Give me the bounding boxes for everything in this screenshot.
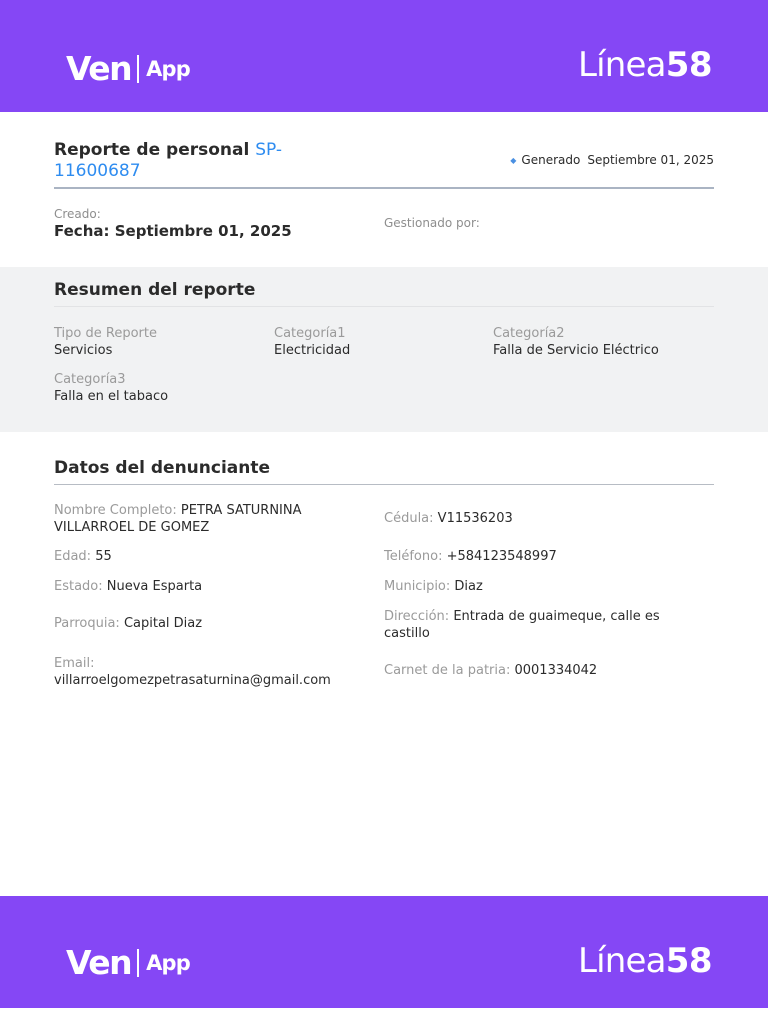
logo-divider [137,55,139,83]
field-value: Capital Diaz [123,616,203,631]
field-value: V11536203 [437,511,513,526]
created-label: Creado: [54,207,101,221]
field-label: Tipo de Reporte [54,326,157,341]
field-label: Teléfono: [384,549,443,564]
header-band [0,0,768,112]
report-header [54,140,714,182]
field-id-card [384,510,513,527]
logo-ven-text: Ven [66,48,132,88]
field-state [54,578,202,595]
summary-field-category2 [493,325,659,359]
diamond-icon: ◆ [510,155,517,165]
generated-info [510,153,714,167]
logo-linea-text: Línea [578,941,666,981]
report-id: SP-11600687 [54,140,283,181]
report-title-text: Reporte de personal [54,140,250,160]
logo-linea-text: Línea [578,45,666,85]
field-value: PETRA SATURNINA VILLARROEL DE GOMEZ [54,503,302,535]
field-value: +584123548997 [446,549,557,564]
field-label: Categoría2 [493,326,565,341]
field-label: Categoría3 [54,372,126,387]
logo-app-text: App [146,951,191,975]
footer-band [0,896,768,1008]
field-email [54,655,374,689]
field-value: Diaz [454,579,483,594]
field-label: Parroquia: [54,616,120,631]
field-label: Dirección: [384,609,450,624]
complainant-divider [54,484,714,485]
field-patria-card [384,662,597,679]
field-value: villarroelgomezpetrasaturnina@gmail.com [54,673,331,688]
field-label: Edad: [54,549,92,564]
summary-field-category3 [54,371,168,405]
field-value: 55 [95,549,112,564]
generated-label: Generado [521,153,581,167]
field-address [384,608,704,642]
field-value: Electricidad [274,343,351,358]
field-value: Nueva Esparta [106,579,203,594]
field-label: Carnet de la patria: [384,663,511,678]
venapp-logo [66,942,190,982]
summary-field-category1 [274,325,350,359]
field-label: Municipio: [384,579,451,594]
field-label: Categoría1 [274,326,346,341]
summary-title: Resumen del reporte [54,280,256,300]
field-value: Entrada de guaimeque, calle es castillo [384,609,660,641]
field-parish [54,615,202,632]
summary-divider [54,306,714,307]
linea58-logo [578,941,713,984]
venapp-logo [66,48,190,88]
report-title [54,140,314,182]
logo-divider [137,949,139,977]
field-value: Falla en el tabaco [54,389,169,404]
field-label: Estado: [54,579,103,594]
summary-field-report-type [54,325,157,359]
field-phone [384,548,557,565]
complainant-title: Datos del denunciante [54,458,271,478]
managed-by-label: Gestionado por: [384,216,480,230]
field-value: 0001334042 [514,663,598,678]
created-date: Fecha: Septiembre 01, 2025 [54,222,292,240]
logo-ven-text: Ven [66,942,132,982]
field-age [54,548,112,565]
field-value: Servicios [54,343,113,358]
generated-date: Septiembre 01, 2025 [587,153,714,167]
report-summary-section [0,267,768,432]
field-label: Nombre Completo: [54,503,177,518]
logo-58-text: 58 [665,45,713,85]
logo-app-text: App [146,57,191,81]
linea58-logo [578,45,713,88]
field-full-name [54,502,354,536]
title-divider [54,187,714,189]
logo-58-text: 58 [665,941,713,981]
field-value: Falla de Servicio Eléctrico [493,343,659,358]
field-municipality [384,578,483,595]
field-label: Email: [54,656,95,671]
field-label: Cédula: [384,511,434,526]
